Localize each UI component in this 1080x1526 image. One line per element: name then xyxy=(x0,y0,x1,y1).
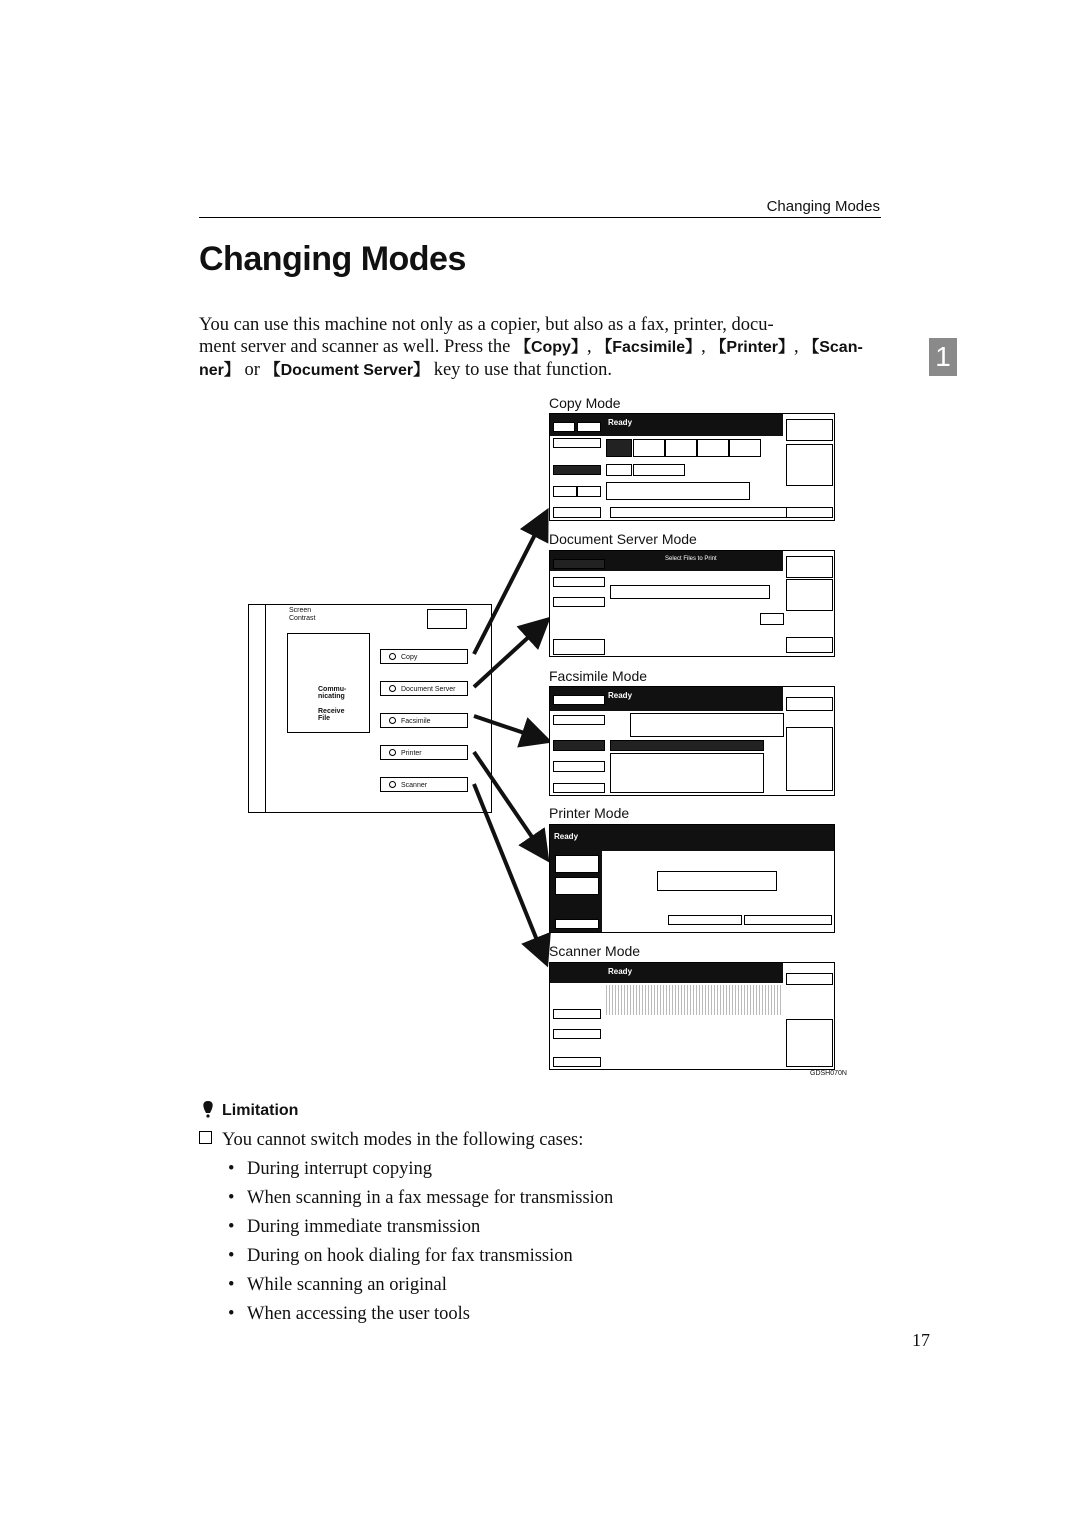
limitation-list xyxy=(228,1158,613,1332)
scanner-key-ref: 【Scan- xyxy=(803,339,863,356)
search-file-name-button[interactable] xyxy=(553,597,605,607)
edit-function-row[interactable] xyxy=(610,507,787,518)
list-item: • During interrupt copying xyxy=(228,1158,613,1187)
copy-mode-title: Copy Mode xyxy=(549,395,621,411)
checkbox-icon xyxy=(199,1131,212,1144)
limitation-lead: You cannot switch modes in the following cases: xyxy=(199,1130,583,1151)
document-server-key[interactable]: Document Server xyxy=(380,681,468,696)
printer-mode-screen xyxy=(549,824,835,933)
list-item: • During immediate transmission xyxy=(228,1216,613,1245)
recall-program-button[interactable] xyxy=(553,1029,601,1039)
arrow-facsimile xyxy=(474,716,545,740)
stored-file-manage-button[interactable] xyxy=(786,973,833,985)
file-info-buttons[interactable] xyxy=(786,1019,833,1067)
header-rule xyxy=(199,217,881,218)
printer-mode-title: Printer Mode xyxy=(549,805,630,821)
next-page-button[interactable] xyxy=(760,613,784,625)
text-type-button[interactable] xyxy=(553,715,605,725)
scan-area-button[interactable] xyxy=(553,783,605,793)
quick-dial-grid[interactable] xyxy=(610,753,764,793)
photo-mode-button[interactable] xyxy=(577,422,601,432)
original-settings-button[interactable] xyxy=(553,1057,601,1067)
limitation-icon xyxy=(199,1100,217,1118)
receive-file-label: Receive File xyxy=(318,708,345,722)
special-original-button[interactable] xyxy=(553,507,601,518)
document-server-mode-screen xyxy=(549,550,835,657)
scanner-mode-screen xyxy=(549,962,835,1070)
list-item: • While scanning an original xyxy=(228,1274,613,1303)
view-locked-print-button[interactable] xyxy=(744,915,832,925)
copy-key[interactable]: Copy xyxy=(380,649,468,664)
copy-counter xyxy=(786,419,833,441)
full-size-button[interactable] xyxy=(606,464,632,476)
standard-resolution-button[interactable] xyxy=(553,695,605,705)
arrow-printer xyxy=(474,752,545,856)
panel-divider xyxy=(265,605,266,812)
document-server-mode-title: Document Server Mode xyxy=(549,531,697,547)
function-shortcut-row[interactable] xyxy=(606,482,750,500)
limitation-heading: Limitation xyxy=(199,1100,298,1120)
store-file-button[interactable] xyxy=(786,507,833,518)
online-button[interactable] xyxy=(555,855,599,873)
view-sample-print-button[interactable] xyxy=(668,915,742,925)
copy-status: Ready xyxy=(608,418,633,427)
arrow-scanner xyxy=(474,784,545,960)
paper-tray-2[interactable] xyxy=(665,439,697,457)
print-button[interactable] xyxy=(786,637,833,653)
darker-button[interactable] xyxy=(577,486,601,497)
fax-function-buttons[interactable] xyxy=(786,727,833,791)
chapter-tab: 1 xyxy=(929,338,957,376)
tx-mode-buttons[interactable] xyxy=(786,697,833,711)
intro-paragraph: You can use this machine not only as a copier, but also as a fax, printer, docu- ment server and scanner as well. Press the 【Copy】, 【Facsimile】, 【Printer】, 【Scan- ner】 or 【Document Server】 key to use that function. xyxy=(199,315,863,380)
scanner-key[interactable]: Scanner xyxy=(380,777,468,792)
paper-tray-4[interactable] xyxy=(729,439,761,457)
screen-contrast-label: Screen Contrast xyxy=(289,607,316,622)
status-bar xyxy=(550,963,783,983)
list-item: • During on hook dialing for fax transmission xyxy=(228,1245,613,1274)
file-row[interactable] xyxy=(610,585,770,599)
facsimile-led-icon xyxy=(389,717,396,724)
file-management-buttons[interactable] xyxy=(786,579,833,611)
destination-field[interactable] xyxy=(630,713,784,737)
figure-code: GDSH070N xyxy=(810,1070,847,1077)
facsimile-key[interactable]: Facsimile xyxy=(380,713,468,728)
paper-tray-status xyxy=(657,871,777,891)
page-title: Changing Modes xyxy=(199,240,466,278)
facsimile-mode-screen xyxy=(549,686,835,796)
print-counter xyxy=(786,556,833,578)
quick-dial-tabs[interactable] xyxy=(610,740,764,751)
scan-preview-area xyxy=(606,985,782,1015)
printer-status: Ready xyxy=(554,832,579,841)
search-user-name-button[interactable] xyxy=(553,577,605,587)
running-head: Changing Modes xyxy=(766,198,880,215)
text-photo-button[interactable] xyxy=(553,438,601,448)
facsimile-mode-title: Facsimile Mode xyxy=(549,668,648,684)
copy-led-icon xyxy=(389,653,396,660)
auto-paper-select-button[interactable] xyxy=(606,439,632,457)
control-panel-illustration xyxy=(248,604,492,813)
paper-tray-3[interactable] xyxy=(697,439,729,457)
scan-original-button[interactable] xyxy=(553,639,605,655)
status-bar xyxy=(550,825,834,851)
document-server-key-ref: 【Document Server】 xyxy=(264,362,430,379)
copy-key-ref: 【Copy】 xyxy=(514,339,587,356)
auto-reduce-enlarge-button[interactable] xyxy=(633,464,685,476)
auto-image-density-button[interactable] xyxy=(553,740,605,751)
lighter-button[interactable] xyxy=(553,486,577,497)
job-reset-button[interactable] xyxy=(555,919,599,929)
auto-image-density-button[interactable] xyxy=(553,465,601,475)
scan-settings-button[interactable] xyxy=(553,1009,601,1019)
text-mode-button[interactable] xyxy=(553,422,575,432)
communicating-label: Commu- nicating xyxy=(318,686,347,700)
printer-key-ref: 【Printer】 xyxy=(710,339,794,356)
lighter-darker-buttons[interactable] xyxy=(553,761,605,772)
paper-tray-1[interactable] xyxy=(633,439,665,457)
printer-led-icon xyxy=(389,749,396,756)
document-server-status: Select Files to Print xyxy=(665,556,717,562)
offline-button[interactable] xyxy=(555,877,599,895)
page-number: 17 xyxy=(912,1330,930,1350)
facsimile-status: Ready xyxy=(608,691,633,700)
file-list-button[interactable] xyxy=(553,559,605,569)
scanner-status: Ready xyxy=(608,967,633,976)
facsimile-key-ref: 【Facsimile】 xyxy=(596,339,702,356)
list-item: • When accessing the user tools xyxy=(228,1303,613,1332)
scanner-led-icon xyxy=(389,781,396,788)
list-item: • When scanning in a fax message for transmission xyxy=(228,1187,613,1216)
copy-mode-screen xyxy=(549,413,835,521)
scanner-mode-title: Scanner Mode xyxy=(549,943,641,959)
panel-function-area xyxy=(287,633,370,733)
duplex-options[interactable] xyxy=(786,444,833,486)
document-server-led-icon xyxy=(389,685,396,692)
printer-key[interactable]: Printer xyxy=(380,745,468,760)
